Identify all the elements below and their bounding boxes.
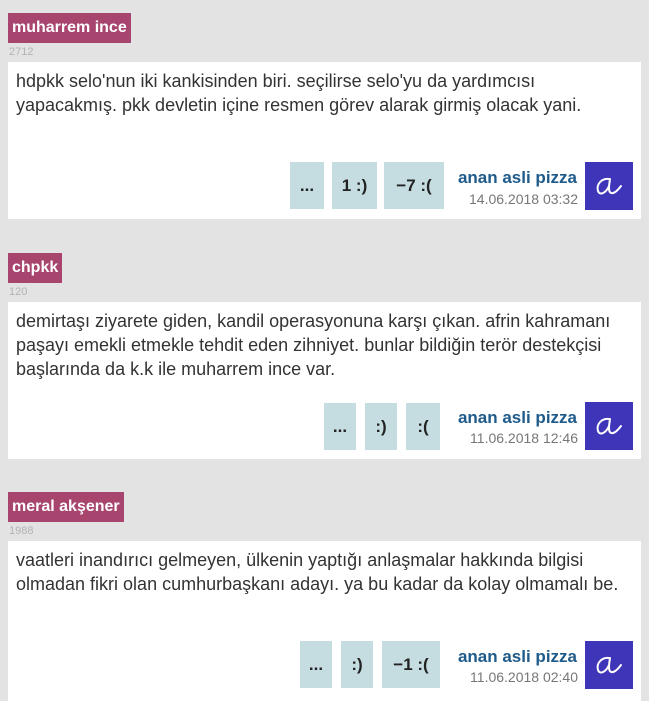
- dislike-button[interactable]: −7 :(: [384, 162, 444, 209]
- more-button[interactable]: ...: [290, 162, 324, 209]
- entry-text: hdpkk selo'nun iki kankisinden biri. seçilirse selo'yu da yardımcısı yapacakmış. pkk devletin içine resmen görev alarak girmiş olacak yani.: [16, 71, 582, 115]
- author-link[interactable]: anan asli pizza: [457, 168, 577, 187]
- like-button[interactable]: 1 :): [332, 162, 377, 209]
- entry-card: [8, 541, 641, 701]
- entry-date[interactable]: 11.06.2018 02:40: [470, 669, 578, 685]
- like-button[interactable]: :): [365, 403, 397, 450]
- like-button[interactable]: :): [341, 641, 373, 688]
- entry-date[interactable]: 11.06.2018 12:46: [470, 430, 578, 446]
- entry-text: demirtaşı ziyarete giden, kandil operasyonuna karşı çıkan. afrin kahramanı paşayı emekli etmekle tehdit eden zihniyet. bunlar bildiğin terör destekçisi başlarında da k.k ile muharrem ince var.: [16, 311, 611, 379]
- more-button[interactable]: ...: [324, 403, 356, 450]
- topic-tag[interactable]: chpkk: [8, 253, 62, 283]
- script-a-icon: [592, 173, 626, 199]
- script-a-icon: [592, 652, 626, 678]
- author-avatar[interactable]: [585, 162, 633, 210]
- entry-count: 2712: [9, 46, 34, 58]
- author-link[interactable]: anan asli pizza: [457, 408, 577, 427]
- entry-count: 1988: [9, 525, 34, 537]
- entry-text: vaatleri inandırıcı gelmeyen, ülkenin yaptığı anlaşmalar hakkında bilgisi olmadan fikri olan cumhurbaşkanı adayı. ya bu kadar da kolay olmamalı be.: [16, 550, 619, 594]
- dislike-button[interactable]: :(: [406, 403, 440, 450]
- script-a-icon: [592, 413, 626, 439]
- entry-count: 120: [9, 286, 28, 298]
- entry-card: [8, 62, 641, 219]
- author-avatar[interactable]: [585, 402, 633, 450]
- topic-tag[interactable]: muharrem ince: [8, 13, 131, 43]
- entry-card: [8, 302, 641, 459]
- author-avatar[interactable]: [585, 641, 633, 689]
- author-link[interactable]: anan asli pizza: [457, 647, 577, 666]
- entry-date[interactable]: 14.06.2018 03:32: [469, 191, 578, 207]
- dislike-button[interactable]: −1 :(: [382, 641, 440, 688]
- topic-tag[interactable]: meral akşener: [8, 492, 124, 522]
- more-button[interactable]: ...: [300, 641, 332, 688]
